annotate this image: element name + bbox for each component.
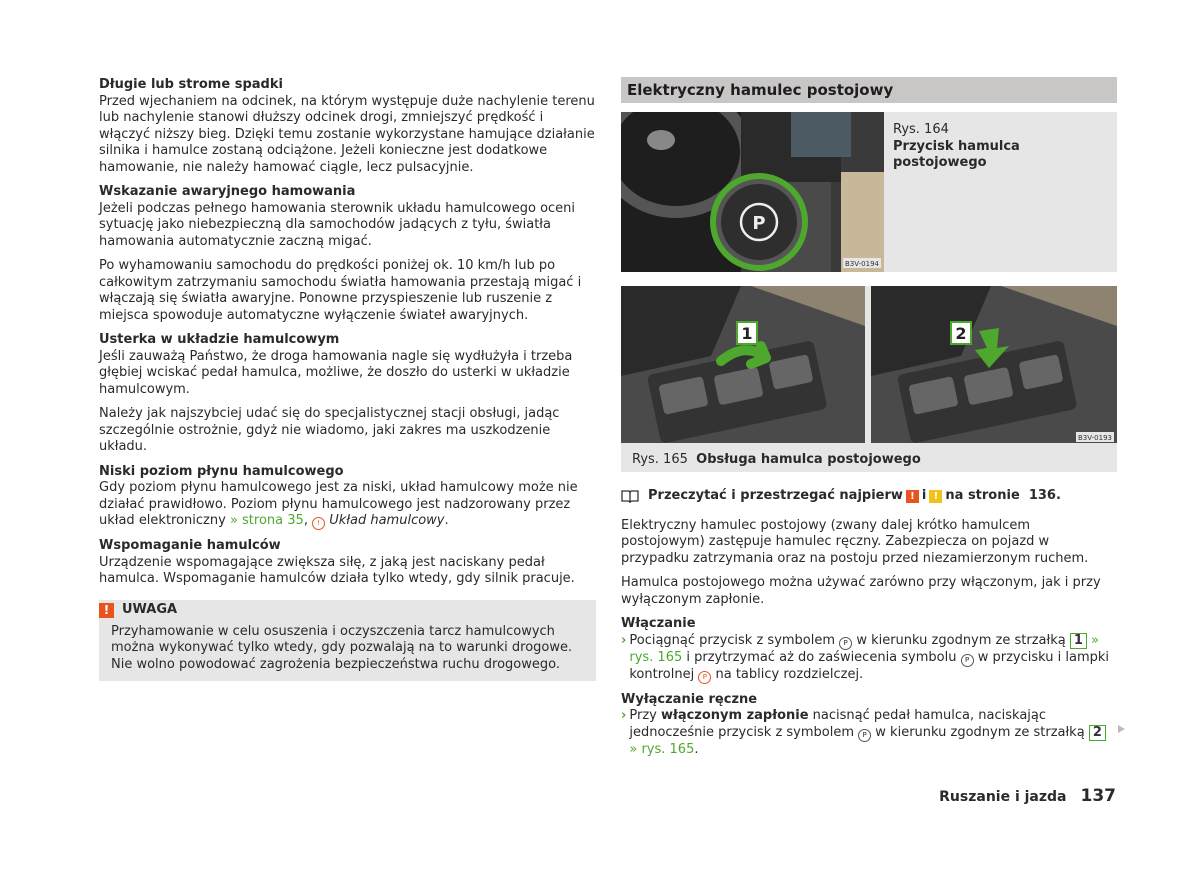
arrow-label-1: 1 bbox=[741, 324, 753, 343]
warning-box bbox=[99, 600, 596, 682]
ref-text: Przeczytać i przestrzegać najpierw bbox=[648, 488, 903, 503]
paragraph: Hamulca postojowego można używać zarówno przy włączonym, jak i przy wyłączonym zapłonie. bbox=[621, 575, 1101, 607]
page-link[interactable]: » strona 35 bbox=[229, 513, 304, 528]
paragraph: Elektryczny hamulec postojowy (zwany dalej krótko hamulcem postojowym) zastępuje hamulec ręczny. Zabezpiecza on pojazd w przypadku zatrzymania oraz na postoju przed niezamierzonym ruchem. bbox=[621, 517, 1089, 566]
list-item bbox=[621, 633, 1117, 684]
heading: Wskazanie awaryjnego hamowania bbox=[99, 184, 356, 199]
figure-caption bbox=[632, 452, 921, 469]
figure-number: Rys. 165 bbox=[632, 452, 688, 467]
list-item bbox=[621, 708, 1117, 758]
text: nacisnąć pedał hamulca, naciskając jednocześnie przycisk z symbolem bbox=[629, 708, 1047, 740]
parking-symbol-icon: P bbox=[839, 637, 852, 650]
text: w przycisku i lampki kontrolnej bbox=[629, 649, 1110, 682]
parking-symbol-icon: P bbox=[858, 729, 871, 742]
section-emergency-braking bbox=[99, 184, 596, 250]
read-first-note bbox=[621, 488, 1117, 505]
ref-text: na stronie bbox=[945, 488, 1020, 503]
text: w kierunku zgodnym ze strzałką bbox=[856, 632, 1066, 648]
text: i przytrzymać aż do zaświecenia symbolu bbox=[686, 649, 957, 665]
list-item-text bbox=[629, 633, 1117, 684]
arrow-ref-box: 2 bbox=[1089, 725, 1106, 741]
parking-symbol-icon: P bbox=[961, 654, 974, 667]
figure-title: Obsługa hamulca postojowego bbox=[696, 452, 921, 467]
heading: Niski poziom płynu hamulcowego bbox=[99, 463, 344, 479]
chevron-right-icon: › bbox=[621, 708, 627, 723]
figure-title: Przycisk hamulca postojowego bbox=[893, 138, 1020, 170]
section-brake-assist bbox=[99, 538, 596, 588]
heading: Wyłączanie ręczne bbox=[621, 691, 758, 707]
section-brake-fault bbox=[99, 332, 596, 398]
paragraph bbox=[99, 480, 596, 530]
continue-triangle-icon bbox=[1118, 725, 1125, 733]
section-release bbox=[621, 692, 1117, 759]
text: Pociągnąć przycisk z symbolem bbox=[629, 632, 836, 648]
warning-text: Przyhamowanie w celu osuszenia i oczyszczenia tarcz hamulcowych można wykonywać tylko wtedy, gdy pozwalają na to warunki drogowe. Nie wolno powodować zagrożenia bezpieczeństwa ruchu drogowego. bbox=[111, 623, 573, 672]
heading: Włączanie bbox=[621, 616, 696, 631]
text: . bbox=[694, 741, 699, 757]
italic-ref: Układ hamulcowy bbox=[329, 513, 445, 528]
paragraph-block bbox=[99, 406, 596, 456]
page-number: 137 bbox=[1080, 786, 1116, 806]
end-dot: . bbox=[444, 513, 449, 528]
warning-icon: ! bbox=[99, 603, 114, 618]
page-footer bbox=[939, 786, 1116, 806]
parking-brake-button-photo bbox=[621, 112, 884, 272]
figure-link[interactable]: » rys. 165 bbox=[629, 632, 1099, 665]
brake-warning-icon: ! bbox=[312, 517, 325, 530]
section-long-descents bbox=[99, 77, 596, 176]
paragraph-block bbox=[99, 258, 596, 324]
list-item-text bbox=[629, 708, 1117, 758]
paragraph-text: Gdy poziom płynu hamulcowego jest za niski, układ hamulcowy może nie działać prawidłowo. Poziom płynu hamulcowego jest nadzorowany przez układ elektroniczny bbox=[99, 480, 578, 528]
footer-section: Ruszanie i jazda bbox=[939, 789, 1067, 805]
section-engage bbox=[621, 616, 1117, 684]
caution-yellow-icon: ! bbox=[929, 490, 942, 503]
push-button-photo bbox=[871, 286, 1117, 443]
arrow-ref-box: 1 bbox=[1070, 633, 1087, 649]
paragraph: Przed wjechaniem na odcinek, na którym występuje duże nachylenie terenu lub nachylenie stanowi dłuższy odcinek drogi, zmniejszyć prędkość i włączyć niższy bieg. Dzięki temu zostanie wykorzystane hamujące działanie silnika i hamulce zostaną odciążone. Jeżeli konieczne jest dodatkowe hamowanie, nie należy hamować ciągle, lecz pulsacyjnie. bbox=[99, 93, 595, 175]
figure-code: B3V-0194 bbox=[845, 260, 879, 268]
figure-code: B3V-0193 bbox=[1078, 434, 1112, 442]
paragraph: Po wyhamowaniu samochodu do prędkości poniżej ok. 10 km/h lub po całkowitym zatrzymaniu samochodu światła hamowania przestają migać i włączają się światła awaryjne. Ponowne przyspieszenie lub ruszenie z miejsca spowoduje automatyczne wyłączenie świateł awaryjnych. bbox=[99, 258, 582, 323]
text: w kierunku zgodnym ze strzałką bbox=[875, 724, 1085, 740]
book-icon bbox=[621, 489, 639, 503]
text: na tablicy rozdzielczej. bbox=[715, 666, 864, 682]
figure-number: Rys. 164 bbox=[893, 122, 949, 137]
right-column bbox=[621, 77, 1117, 758]
paragraph: Jeżeli podczas pełnego hamowania sterownik układu hamulcowego oceni sytuację jako niebezpieczną dla samochodów jadących z tyłu, światła hamowania automatycznie zaczną migać. bbox=[99, 200, 576, 249]
figure-link[interactable]: » rys. 165 bbox=[629, 741, 695, 757]
section-title: Elektryczny hamulec postojowy bbox=[621, 77, 1117, 103]
warning-header bbox=[99, 600, 596, 622]
chevron-right-icon: › bbox=[621, 632, 627, 648]
paragraph: Jeśli zauważą Państwo, że droga hamowania nagle się wydłużyła i trzeba głębiej wciskać pedał hamulca, możliwe, że doszło do usterki w układzie hamulcowym. bbox=[99, 348, 573, 397]
heading: Usterka w układzie hamulcowym bbox=[99, 332, 340, 347]
separator: , bbox=[303, 513, 313, 528]
ref-text: i bbox=[921, 488, 927, 503]
section-low-fluid bbox=[99, 464, 596, 531]
paragraph: Urządzenie wspomagające zwiększa siłę, z jaką jest naciskany pedał hamulca. Wspomaganie hamulców działa tylko wtedy, gdy silnik pracuje. bbox=[99, 554, 575, 586]
pull-button-photo bbox=[621, 286, 865, 443]
ref-page[interactable]: 136. bbox=[1028, 488, 1061, 503]
parking-warning-lamp-icon: P bbox=[698, 671, 711, 684]
heading: Wspomaganie hamulców bbox=[99, 538, 281, 553]
arrow-label-2: 2 bbox=[955, 324, 967, 343]
warning-red-icon: ! bbox=[906, 490, 919, 503]
text: Przy bbox=[629, 708, 657, 723]
paragraph: Należy jak najszybciej udać się do specjalistycznej stacji obsługi, jadąc szczególnie ostrożnie, gdyż nie wiadomo, jaki zakres ma uszkodzenie układu. bbox=[99, 406, 560, 454]
left-column bbox=[99, 77, 596, 681]
svg-text:P: P bbox=[752, 213, 766, 234]
warning-label: UWAGA bbox=[122, 602, 178, 618]
figure-caption bbox=[893, 122, 1117, 172]
heading: Długie lub strome spadki bbox=[99, 77, 283, 92]
figure-165 bbox=[621, 286, 1117, 472]
bold-text: włączonym zapłonie bbox=[660, 708, 809, 723]
figure-164 bbox=[621, 112, 1117, 272]
